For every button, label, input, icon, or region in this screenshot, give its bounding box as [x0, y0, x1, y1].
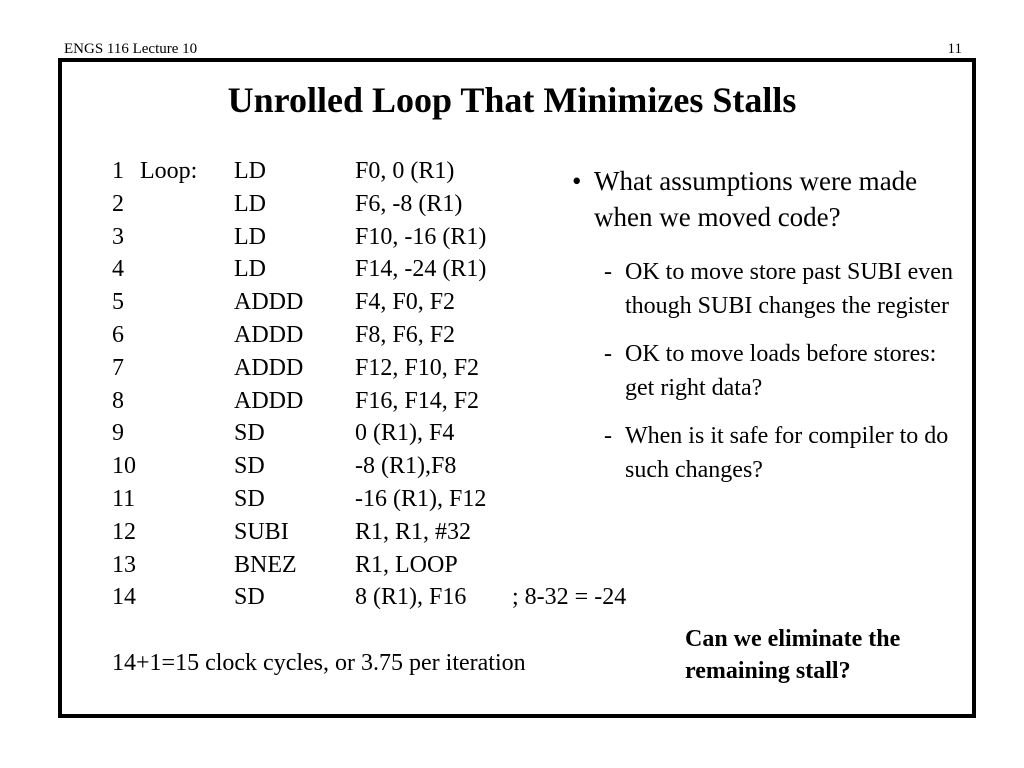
- operands: F0, 0 (R1): [355, 158, 455, 184]
- closing-question: Can we eliminate the remaining stall?: [685, 626, 901, 684]
- operands: F14, -24 (R1): [355, 256, 487, 283]
- operands: -16 (R1), F12: [355, 485, 487, 512]
- opcode: SD: [234, 420, 265, 447]
- code-comment: ; 8-32 = -24: [512, 584, 627, 611]
- operands: F10, -16 (R1): [355, 223, 487, 250]
- dash-marker: -: [604, 423, 612, 449]
- opcode: SD: [234, 453, 265, 480]
- line-number: 11: [112, 485, 136, 512]
- operands: -8 (R1),F8: [355, 453, 457, 480]
- opcode: ADDD: [234, 354, 304, 381]
- line-number: 5: [112, 289, 124, 316]
- bullet-text: What assumptions were made when we moved code?: [594, 166, 918, 232]
- line-number: 9: [112, 420, 124, 447]
- sub-bullet-text: OK to move store past SUBI even though SUBI changes the register: [625, 259, 953, 319]
- opcode: LD: [234, 158, 266, 184]
- cycle-summary: 14+1=15 clock cycles, or 3.75 per iteration: [112, 650, 526, 676]
- page-number: 11: [947, 41, 962, 57]
- operands: F6, -8 (R1): [355, 190, 463, 217]
- dash-marker: -: [604, 341, 612, 367]
- line-number: 10: [112, 453, 136, 480]
- line-number: 12: [112, 518, 136, 545]
- operands: 8 (R1), F16: [355, 584, 467, 611]
- main-bullet: [572, 163, 962, 235]
- sub-bullet: [604, 419, 964, 487]
- slide-title: Unrolled Loop That Minimizes Stalls: [227, 80, 797, 120]
- opcode: ADDD: [234, 289, 304, 316]
- opcode: SD: [234, 584, 265, 611]
- line-number: 7: [112, 354, 124, 381]
- operands: F4, F0, F2: [355, 289, 456, 316]
- opcode: ADDD: [234, 387, 304, 414]
- opcode: SUBI: [234, 518, 289, 545]
- dash-marker: -: [604, 259, 612, 285]
- line-number: 3: [112, 223, 124, 250]
- operands: F16, F14, F2: [355, 387, 480, 414]
- line-number: 2: [112, 190, 124, 217]
- line-number: 6: [112, 321, 124, 348]
- opcode: LD: [234, 190, 266, 217]
- line-number: 1: [112, 158, 124, 184]
- opcode: ADDD: [234, 321, 304, 348]
- opcode: SD: [234, 485, 265, 512]
- course-header: ENGS 116 Lecture 10: [64, 41, 198, 57]
- opcode: LD: [234, 256, 266, 283]
- line-number: 14: [112, 584, 136, 611]
- line-number: 8: [112, 387, 124, 414]
- operands: 0 (R1), F4: [355, 420, 455, 447]
- sub-bullet: [604, 255, 964, 323]
- sub-bullet-text: OK to move loads before stores: get right data?: [625, 341, 937, 401]
- bullet-marker: •: [572, 166, 582, 196]
- sub-bullet-text: When is it safe for compiler to do such changes?: [625, 423, 949, 483]
- operands: R1, LOOP: [355, 551, 458, 578]
- operands: F12, F10, F2: [355, 354, 480, 381]
- operands: R1, R1, #32: [355, 518, 472, 545]
- opcode: BNEZ: [234, 551, 297, 578]
- sub-bullet: [604, 337, 964, 405]
- operands: F8, F6, F2: [355, 321, 456, 348]
- sub-bullet-list: [604, 255, 964, 501]
- opcode: LD: [234, 223, 266, 250]
- line-number: 4: [112, 256, 124, 283]
- loop-label: Loop:: [140, 158, 198, 184]
- line-number: 13: [112, 551, 136, 578]
